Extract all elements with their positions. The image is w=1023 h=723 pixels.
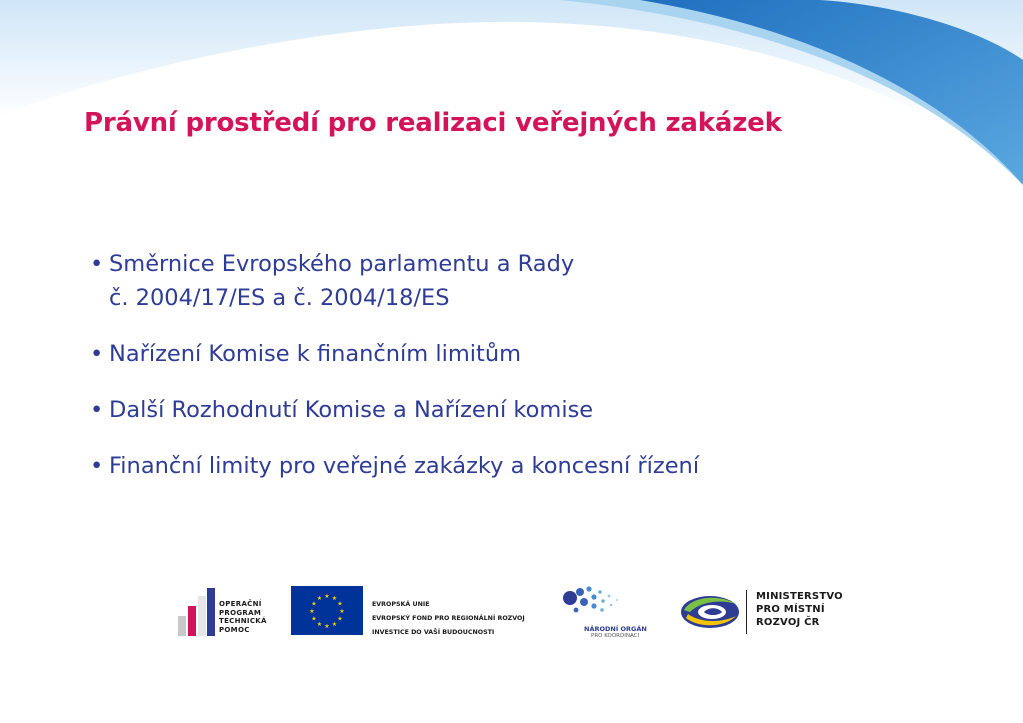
svg-text:★: ★ xyxy=(324,623,330,630)
mmr-logo-text xyxy=(756,590,843,629)
bullet-dot-icon: • xyxy=(90,453,104,479)
nok-logo-subtitle: PRO KOORDINACI xyxy=(591,633,640,639)
bullet-list xyxy=(90,247,910,505)
eu-line: INVESTICE DO VAŠÍ BUDOUCNOSTI xyxy=(372,629,495,636)
svg-text:★: ★ xyxy=(311,615,317,623)
footer-logos xyxy=(0,580,1023,650)
bullet-dot-icon: • xyxy=(90,251,104,277)
optp-line: OPERAČNÍ xyxy=(219,600,262,608)
optp-logo xyxy=(178,588,278,636)
svg-text:★: ★ xyxy=(309,608,315,615)
svg-text:★: ★ xyxy=(339,608,345,615)
bullet-text: Směrnice Evropského parlamentu a Rady xyxy=(109,251,575,277)
bullet-item xyxy=(90,393,910,427)
bullet-text-continuation: č. 2004/17/ES a č. 2004/18/ES xyxy=(109,285,450,311)
optp-logo-text xyxy=(219,600,267,634)
eu-logo xyxy=(291,586,551,636)
bullet-item xyxy=(90,449,910,483)
mmr-line: MINISTERSTVO xyxy=(756,591,843,602)
optp-line: POMOC xyxy=(219,625,250,634)
bullet-dot-icon: • xyxy=(90,341,104,367)
svg-text:★: ★ xyxy=(331,595,338,602)
svg-text:★: ★ xyxy=(316,595,323,602)
bullet-text: Finanční limity pro veřejné zakázky a koncesní řízení xyxy=(109,453,700,479)
nok-logo-title: NÁRODNÍ ORGÁN xyxy=(584,625,647,633)
mmr-line: PRO MÍSTNÍ xyxy=(756,604,825,615)
bullet-text: Další Rozhodnutí Komise a Nařízení komise xyxy=(109,397,594,423)
svg-text:★: ★ xyxy=(316,621,323,628)
mmr-divider xyxy=(746,590,747,634)
eu-logo-text xyxy=(372,598,525,640)
svg-text:★: ★ xyxy=(324,593,330,600)
bullet-text: Nařízení Komise k finančním limitům xyxy=(109,341,522,367)
mmr-emblem-icon xyxy=(680,592,740,632)
mmr-logo xyxy=(680,588,860,638)
slide-title: Právní prostředí pro realizaci veřejných zakázek xyxy=(84,108,782,138)
optp-line: PROGRAM xyxy=(219,608,262,617)
bullet-item xyxy=(90,247,910,315)
eu-line: EVROPSKÁ UNIE xyxy=(372,601,430,608)
mmr-line: ROZVOJ ČR xyxy=(756,617,820,628)
optp-bars-icon xyxy=(178,588,216,636)
nok-logo xyxy=(558,584,648,642)
eu-line: EVROPSKÝ FOND PRO REGIONÁLNÍ ROZVOJ xyxy=(372,615,525,622)
svg-text:★: ★ xyxy=(337,615,343,623)
eu-flag-icon xyxy=(291,586,363,635)
bullet-dot-icon: • xyxy=(90,397,104,423)
nok-dots-icon xyxy=(558,584,628,624)
bullet-item xyxy=(90,337,910,371)
optp-line: TECHNICKÁ xyxy=(219,617,267,626)
svg-text:★: ★ xyxy=(331,621,338,628)
svg-text:★: ★ xyxy=(337,600,343,608)
svg-text:★: ★ xyxy=(311,600,317,608)
